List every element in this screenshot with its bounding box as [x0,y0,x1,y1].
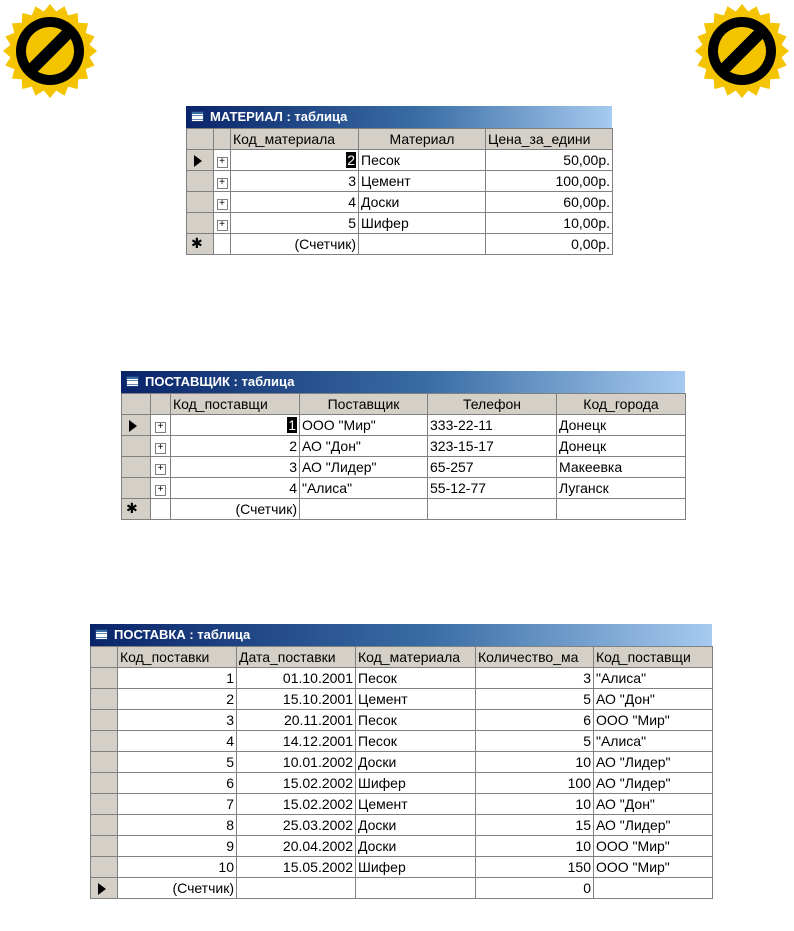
cell[interactable]: Песок [356,668,476,689]
cell[interactable]: 100 [476,773,594,794]
cell[interactable] [214,234,231,255]
column-header[interactable]: Телефон [428,394,557,415]
cell[interactable]: АО "Дон" [594,794,713,815]
cell[interactable]: 15.02.2002 [237,794,356,815]
table-row[interactable] [91,710,713,731]
cell[interactable] [300,499,428,520]
cell[interactable]: "Алиса" [594,731,713,752]
cell[interactable]: ООО "Мир" [594,836,713,857]
table-row[interactable] [187,171,613,192]
table-row[interactable] [122,457,686,478]
cell[interactable]: 10 [118,857,237,878]
cell[interactable]: 1 [118,668,237,689]
cell[interactable]: (Счетчик) [171,499,300,520]
cell[interactable] [428,499,557,520]
cell[interactable]: 4 [118,731,237,752]
cell[interactable]: АО "Лидер" [594,752,713,773]
cell[interactable]: 25.03.2002 [237,815,356,836]
cell[interactable]: (Счетчик) [118,878,237,899]
cell[interactable]: 60,00р. [486,192,613,213]
datasheet[interactable] [186,128,613,255]
corner-selector[interactable] [91,647,118,668]
cell[interactable]: 2 [118,689,237,710]
new-record-row[interactable] [122,499,686,520]
record-selector[interactable] [91,668,118,689]
datasheet[interactable] [90,646,713,899]
expand-icon[interactable]: + [214,150,231,171]
cell[interactable]: 0 [476,878,594,899]
column-header[interactable]: Код_поставки [118,647,237,668]
table-icon [126,376,139,387]
column-header[interactable]: Количество_ма [476,647,594,668]
cell[interactable] [171,415,300,436]
cell[interactable] [594,878,713,899]
cell[interactable]: 5 [118,752,237,773]
prohibited-icon [694,3,790,99]
cell[interactable]: 55-12-77 [428,478,557,499]
header-row [122,394,686,415]
record-selector[interactable] [122,457,151,478]
cell[interactable]: 5 [231,213,359,234]
cell[interactable]: 8 [118,815,237,836]
cell[interactable]: 10 [476,752,594,773]
cell[interactable]: Цемент [356,689,476,710]
cell[interactable]: Песок [356,710,476,731]
title-bar[interactable] [186,106,612,128]
title-bar[interactable] [90,624,712,646]
cell[interactable]: 20.11.2001 [237,710,356,731]
table-row[interactable] [91,689,713,710]
table-row[interactable] [122,436,686,457]
table-row[interactable] [91,815,713,836]
supplier-table-window[interactable] [121,371,685,520]
cell[interactable]: Цемент [356,794,476,815]
cell[interactable]: 2 [171,436,300,457]
title-bar[interactable] [121,371,685,393]
cell[interactable]: Доски [356,815,476,836]
cell[interactable]: 4 [171,478,300,499]
cell[interactable] [356,878,476,899]
cell[interactable]: Шифер [356,773,476,794]
record-selector[interactable] [91,752,118,773]
cell[interactable]: 323-15-17 [428,436,557,457]
expand-icon[interactable]: + [151,415,171,436]
window-title: ПОСТАВКА : таблица [114,627,251,642]
new-record-icon[interactable] [187,234,214,255]
cell[interactable] [151,499,171,520]
cell[interactable]: АО "Дон" [594,689,713,710]
cell[interactable]: 5 [476,689,594,710]
table-row[interactable] [91,752,713,773]
expand-icon[interactable]: + [214,213,231,234]
cell[interactable] [237,878,356,899]
table-row[interactable] [91,668,713,689]
record-selector[interactable] [91,731,118,752]
cell[interactable]: 10 [476,836,594,857]
cell[interactable]: 14.12.2001 [237,731,356,752]
cell[interactable]: АО "Лидер" [300,457,428,478]
cell[interactable]: Донецк [557,436,686,457]
header-row [187,129,613,150]
cell[interactable]: Цемент [359,171,486,192]
record-selector[interactable] [187,192,214,213]
cell[interactable]: 150 [476,857,594,878]
table-row[interactable] [122,478,686,499]
table-row[interactable] [91,857,713,878]
record-selector[interactable] [91,836,118,857]
cell[interactable]: 9 [118,836,237,857]
expand-icon[interactable]: + [151,436,171,457]
table-row[interactable] [187,213,613,234]
window-title: ПОСТАВЩИК : таблица [145,374,295,389]
record-selector[interactable] [91,689,118,710]
cell[interactable]: 10.01.2002 [237,752,356,773]
table-row[interactable] [91,773,713,794]
cell-value: 1 [288,417,296,433]
cell[interactable]: (Счетчик) [231,234,359,255]
cell[interactable]: 15.05.2002 [237,857,356,878]
prohibited-icon [2,3,98,99]
cell[interactable]: Луганск [557,478,686,499]
delivery-table-window[interactable] [90,624,712,899]
column-header[interactable]: Поставщик [300,394,428,415]
cell[interactable]: 7 [118,794,237,815]
column-header[interactable]: Дата_поставки [237,647,356,668]
cell[interactable]: ООО "Мир" [594,710,713,731]
expand-icon[interactable]: + [151,457,171,478]
cell[interactable]: 65-257 [428,457,557,478]
cell[interactable]: "Алиса" [300,478,428,499]
new-record-row[interactable] [187,234,613,255]
record-selector[interactable] [187,213,214,234]
record-selector[interactable] [91,857,118,878]
expand-icon[interactable]: + [214,192,231,213]
cell[interactable]: 3 [118,710,237,731]
material-table-window[interactable] [186,106,612,255]
cell[interactable] [231,150,359,171]
table-row[interactable] [122,415,686,436]
cell[interactable]: Шифер [356,857,476,878]
cell[interactable]: 3 [231,171,359,192]
cell[interactable]: АО "Лидер" [594,773,713,794]
column-header[interactable]: Код_поставщи [594,647,713,668]
cell[interactable]: 333-22-11 [428,415,557,436]
cell[interactable]: 0,00р. [486,234,613,255]
cell[interactable]: Макеевка [557,457,686,478]
new-record-icon[interactable] [122,499,151,520]
corner-selector[interactable] [187,129,214,150]
cell[interactable]: ООО "Мир" [300,415,428,436]
cell[interactable]: Донецк [557,415,686,436]
cell[interactable]: Песок [359,150,486,171]
table-row[interactable] [91,794,713,815]
new-record-row[interactable] [91,878,713,899]
cell[interactable]: 15 [476,815,594,836]
record-selector-current[interactable] [122,415,151,436]
cell[interactable]: Доски [356,752,476,773]
header-row [91,647,713,668]
cell[interactable]: 15.10.2001 [237,689,356,710]
cell[interactable]: 10,00р. [486,213,613,234]
cell[interactable]: 01.10.2001 [237,668,356,689]
expand-icon[interactable]: + [151,478,171,499]
cell[interactable]: 6 [118,773,237,794]
table-row[interactable] [187,150,613,171]
table-icon [95,629,108,640]
cell[interactable]: "Алиса" [594,668,713,689]
cell[interactable]: 20.04.2002 [237,836,356,857]
column-header[interactable]: Код_поставщи [171,394,300,415]
table-row[interactable] [91,836,713,857]
corner-selector[interactable] [122,394,151,415]
expand-header [214,129,231,150]
cell-value: 2 [347,152,355,168]
column-header[interactable]: Материал [359,129,486,150]
cell[interactable] [359,234,486,255]
record-selector[interactable] [187,171,214,192]
record-selector-current[interactable] [187,150,214,171]
cell[interactable]: АО "Дон" [300,436,428,457]
record-selector[interactable] [91,815,118,836]
record-selector[interactable] [91,794,118,815]
datasheet[interactable] [121,393,686,520]
table-icon [191,111,204,122]
record-selector[interactable] [122,478,151,499]
table-row[interactable] [91,731,713,752]
cell[interactable] [557,499,686,520]
column-header[interactable]: Код_материала [231,129,359,150]
record-selector-current[interactable] [91,878,118,899]
cell[interactable]: 3 [171,457,300,478]
cell[interactable]: 15.02.2002 [237,773,356,794]
table-row[interactable] [187,192,613,213]
cell[interactable]: Доски [359,192,486,213]
expand-icon[interactable]: + [214,171,231,192]
cell[interactable]: 4 [231,192,359,213]
cell[interactable]: 10 [476,794,594,815]
cell[interactable]: Доски [356,836,476,857]
cell[interactable]: 3 [476,668,594,689]
column-header[interactable]: Цена_за_едини [486,129,613,150]
cell[interactable]: 5 [476,731,594,752]
column-header[interactable]: Код_города [557,394,686,415]
cell[interactable]: 6 [476,710,594,731]
cell[interactable]: Шифер [359,213,486,234]
cell[interactable]: 50,00р. [486,150,613,171]
record-selector[interactable] [91,710,118,731]
column-header[interactable]: Код_материала [356,647,476,668]
record-selector[interactable] [122,436,151,457]
expand-header [151,394,171,415]
cell[interactable]: 100,00р. [486,171,613,192]
window-title: МАТЕРИАЛ : таблица [210,109,348,124]
cell[interactable]: ООО "Мир" [594,857,713,878]
cell[interactable]: Песок [356,731,476,752]
record-selector[interactable] [91,773,118,794]
cell[interactable]: АО "Лидер" [594,815,713,836]
